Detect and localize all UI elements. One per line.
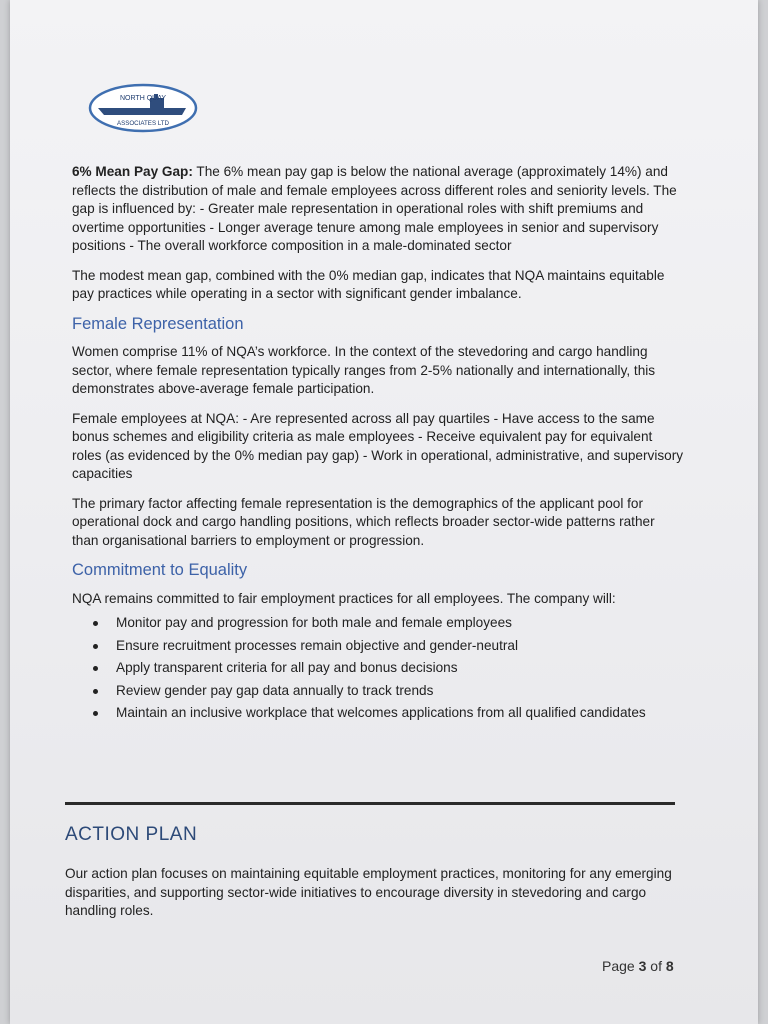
svg-text:NORTH QUAY: NORTH QUAY: [119, 95, 167, 102]
commitment-heading: Commitment to Equality: [72, 561, 248, 579]
document-page: [10, 0, 758, 1024]
ship-icon: [98, 108, 186, 115]
main-content: [72, 163, 684, 727]
mean-pay-gap-paragraph: [72, 163, 684, 256]
page-number: Page 3 of 8: [602, 958, 674, 974]
female-representation-heading: Female Representation: [72, 314, 244, 333]
commitment-list: [72, 614, 684, 723]
list-item: Apply transparent criteria for all pay and bonus decisions: [72, 659, 684, 678]
action-plan-text: Our action plan focuses on maintaining equitable employment practices, monitoring for any emerging disparities, and supporting sector-wide initiatives to encourage diversity in stevedoring and cargo handling roles.: [65, 866, 672, 918]
list-item: Monitor pay and progression for both male and female employees: [72, 614, 684, 633]
female-representation-p3: The primary factor affecting female representation is the demographics of the applicant pool for operational dock and cargo handling positions, which reflects broader sector-wide patterns rather than organisational barriers to employment or progression.: [72, 495, 655, 548]
current-page: 3: [638, 958, 647, 974]
commitment-intro: NQA remains committed to fair employment practices for all employees. The company will:: [72, 590, 616, 606]
action-plan-heading: ACTION PLAN: [65, 824, 198, 845]
modest-gap-paragraph: The modest mean gap, combined with the 0% median gap, indicates that NQA maintains equitable pay practices while operating in a sector with significant gender imbalance.: [72, 267, 665, 301]
list-item: Review gender pay gap data annually to track trends: [72, 682, 684, 701]
company-logo: [88, 83, 198, 133]
female-representation-p2: Female employees at NQA: - Are represented across all pay quartiles - Have access to the same bonus schemes and eligibility criteria as male employees - Receive equivalent pay for equivalent roles (as evidenced by the 0% median pay gap) - Work in operational, administrative, and supervisory capacities: [72, 410, 684, 481]
list-item: Maintain an inclusive workplace that welcomes applications from all qualified candidates: [72, 704, 684, 723]
female-representation-p1: Women comprise 11% of NQA’s workforce. In the context of the stevedoring and cargo handling sector, where female representation typically ranges from 2-5% nationally and internationally, this demonstrates above-average female participation.: [72, 344, 656, 396]
svg-text:ASSOCIATES LTD: ASSOCIATES LTD: [116, 120, 170, 127]
total-pages: 8: [665, 958, 674, 974]
section-divider: [65, 802, 675, 805]
mean-pay-gap-label: 6% Mean Pay Gap:: [72, 164, 193, 179]
mean-pay-gap-text: The 6% mean pay gap is below the national average (approximately 14%) and reflects the distribution of male and female employees across different roles and seniority levels. The gap is influenced by: - Greater male representation in operational roles with shift premiums and overtime opportunities - Longer average tenure among male employees in senior and supervisory positions - The overall workforce composition in a male-dominated sector: [72, 164, 677, 253]
list-item: Ensure recruitment processes remain objective and gender-neutral: [72, 637, 684, 656]
